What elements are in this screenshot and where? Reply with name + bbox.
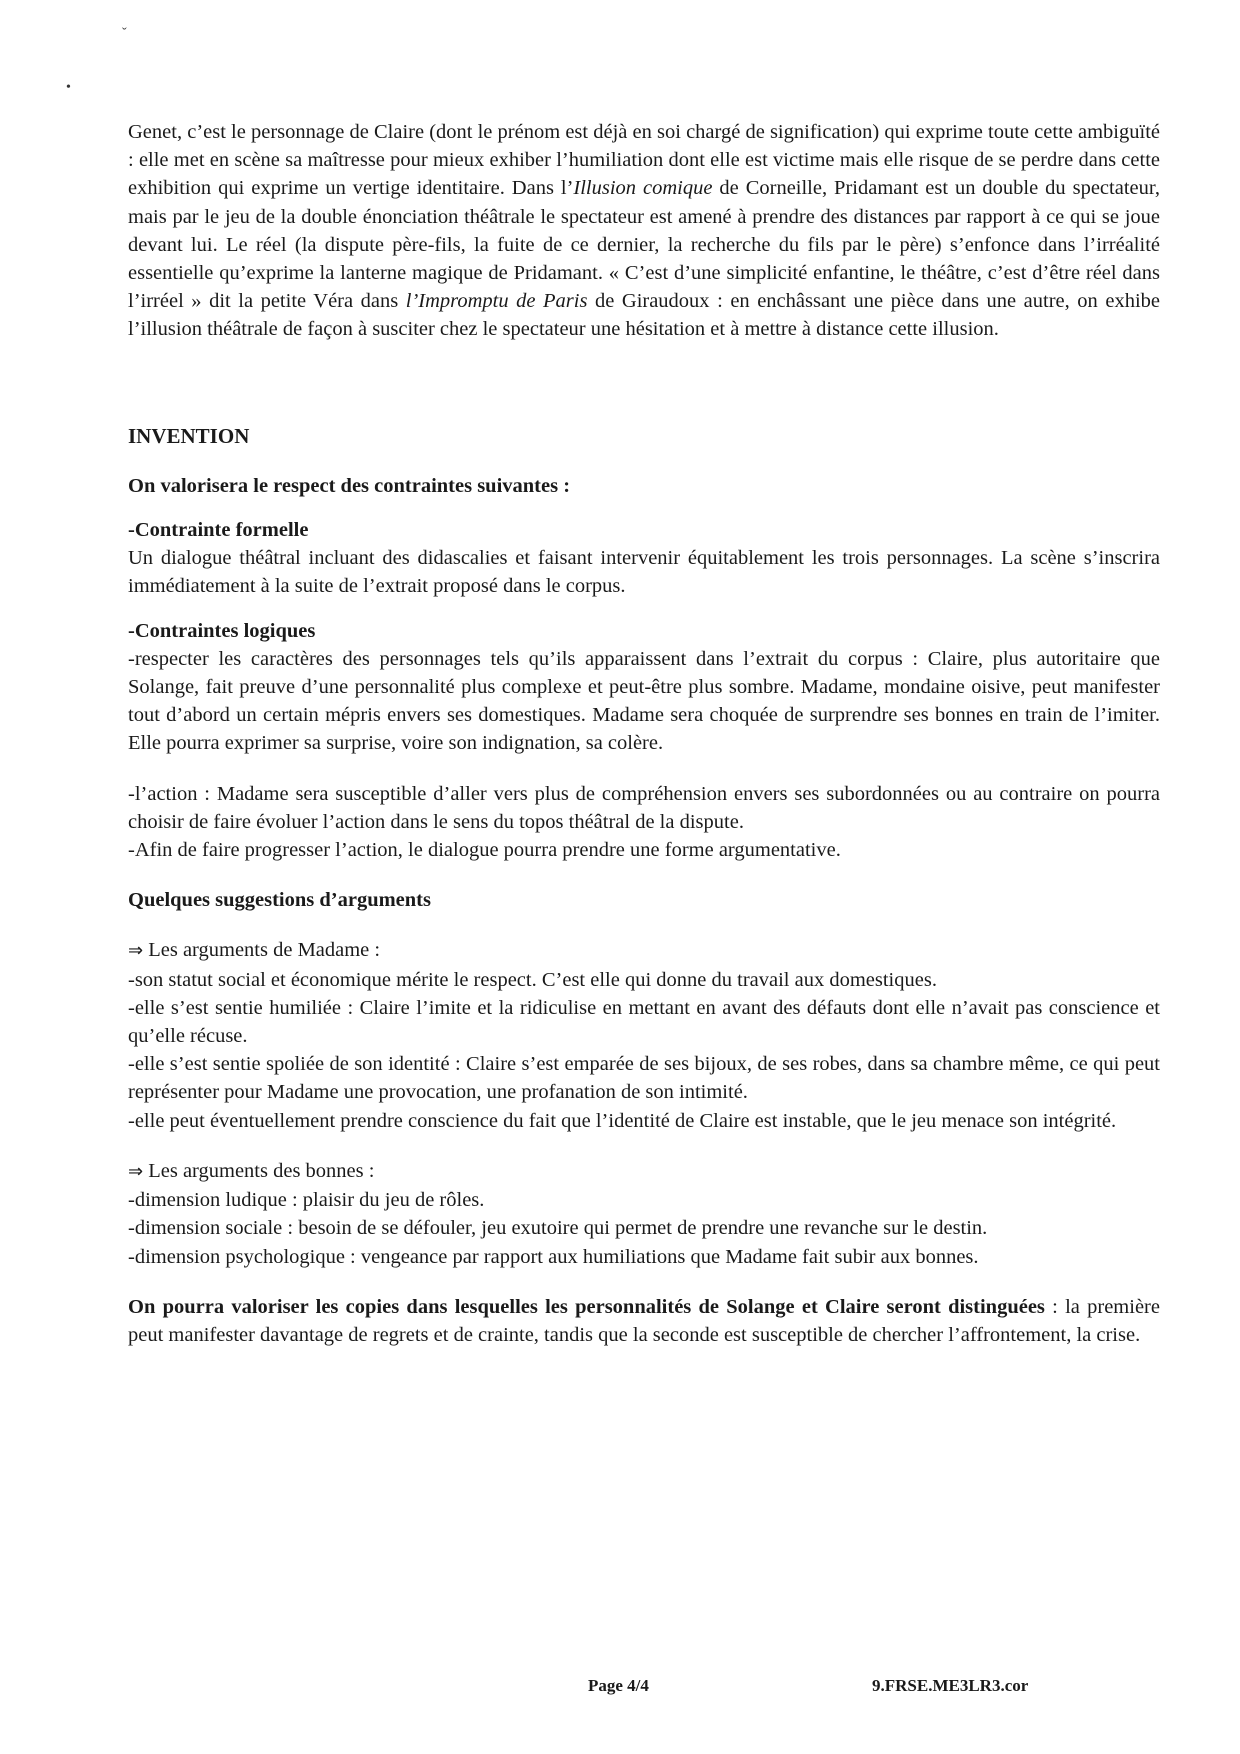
conclusion-paragraph: On pourra valoriser les copies dans lesquelles les personnalités de Solange et Claire seront distinguées : la première peut manifester davantage de regrets et de crainte, tandis que la seconde est susceptible de chercher l’affrontement, la crise.	[128, 1295, 1160, 1346]
work-title-impromptu: l’Impromptu de Paris	[405, 290, 588, 313]
list-item: -elle s’est sentie spoliée de son identité : Claire s’est emparée de ses bijoux, de ses robes, dans sa chambre même, ce qui peut représenter pour Madame une provocation, une profanation de son intimité.	[128, 1053, 1160, 1104]
logiques-title: -Contraintes logiques	[128, 619, 316, 642]
list-item: -dimension sociale : besoin de se défouler, jeu exutoire qui permet de prendre une revanche sur le destin.	[128, 1217, 988, 1240]
document-body	[128, 118, 1160, 1349]
valorise-heading: On valorisera le respect des contraintes suivantes :	[128, 474, 571, 497]
intro-paragraph: Genet, c’est le personnage de Claire (dont le prénom est déjà en soi chargé de signification) qui exprime toute cette ambiguïté : elle met en scène sa maîtresse pour mieux exhiber l’humiliation dont elle est victime mais elle risque de se perdre dans cette exhibition qui exprime un vertige identitaire. Dans l’Illusion comique de Corneille, Pridamant est un double du spectateur, mais par le jeu de la double énonciation théâtrale le spectateur est amené à prendre des distances par rapport à ce qui se joue devant lui. Le réel (la dispute père-fils, la fuite de ce dernier, la recherche du fils par le père) s’enfonce dans l’irréalité essentielle qu’exprime la lanterne magique de Pridamant. « C’est d’une simplicité enfantine, le théâtre, c’est d’être réel dans l’irréel » dit la petite Véra dans l’Impromptu de Paris de Giraudoux : en enchâssant une pièce dans une autre, on exhibe l’illusion théâtrale de façon à susciter chez le spectateur une hésitation et à mettre à distance cette illusion.	[128, 121, 1160, 341]
document-code: 9.FRSE.ME3LR3.cor	[872, 1676, 1029, 1695]
arrow-right-icon: ⇒	[128, 1160, 144, 1182]
list-item: -elle peut éventuellement prendre conscience du fait que l’identité de Claire est instable, que le jeu menace son intégrité.	[128, 1109, 1117, 1132]
arrow-right-icon: ⇒	[128, 940, 144, 962]
list-item: -dimension ludique : plaisir du jeu de rôles.	[128, 1189, 485, 1212]
suggestions-title: Quelques suggestions d’arguments	[128, 889, 431, 912]
list-item: -elle s’est sentie humiliée : Claire l’imite et la ridiculise en mettant en avant des défauts dont elle n’avait pas conscience et qu’elle récuse.	[128, 996, 1160, 1048]
list-item: -son statut social et économique mérite le respect. C’est elle qui donne du travail aux domestiques.	[128, 968, 937, 991]
bonnes-arguments-title: ⇒ Les arguments des bonnes :	[128, 1159, 375, 1182]
work-title-illusion: Illusion comique	[573, 177, 713, 200]
scan-dot: •	[66, 80, 71, 95]
page-number: Page 4/4	[588, 1676, 649, 1695]
madame-arguments-title: ⇒ Les arguments de Madame :	[128, 939, 381, 962]
scan-mark: ˇ	[122, 26, 127, 41]
action-text: -l’action : Madame sera susceptible d’aller vers plus de compréhension envers ses subordonnées ou au contraire on pourra choisir de faire évoluer l’action dans le sens du topos théâtral de la dispute.	[128, 782, 1160, 833]
logiques-text: -respecter les caractères des personnages tels qu’ils apparaissent dans l’extrait du corpus : Claire, plus autoritaire que Solange, fait preuve d’une personnalité plus complexe et peut-être plus sombre. Madame, mondaine oisive, peut manifester tout d’abord un certain mépris envers ses domestiques. Madame sera choquée de surprendre ses bonnes en train de l’imiter. Elle pourra exprimer sa surprise, voire son indignation, sa colère.	[128, 647, 1160, 755]
argumentative-text: -Afin de faire progresser l’action, le dialogue pourra prendre une forme argumentative.	[128, 839, 841, 862]
formelle-text: Un dialogue théâtral incluant des didascalies et faisant intervenir équitablement les trois personnages. La scène s’inscrira immédiatement à la suite de l’extrait proposé dans le corpus.	[128, 547, 1160, 598]
list-item: -dimension psychologique : vengeance par rapport aux humiliations que Madame fait subir aux bonnes.	[128, 1245, 979, 1268]
section-title-invention: INVENTION	[128, 423, 250, 448]
formelle-title: -Contrainte formelle	[128, 519, 309, 542]
